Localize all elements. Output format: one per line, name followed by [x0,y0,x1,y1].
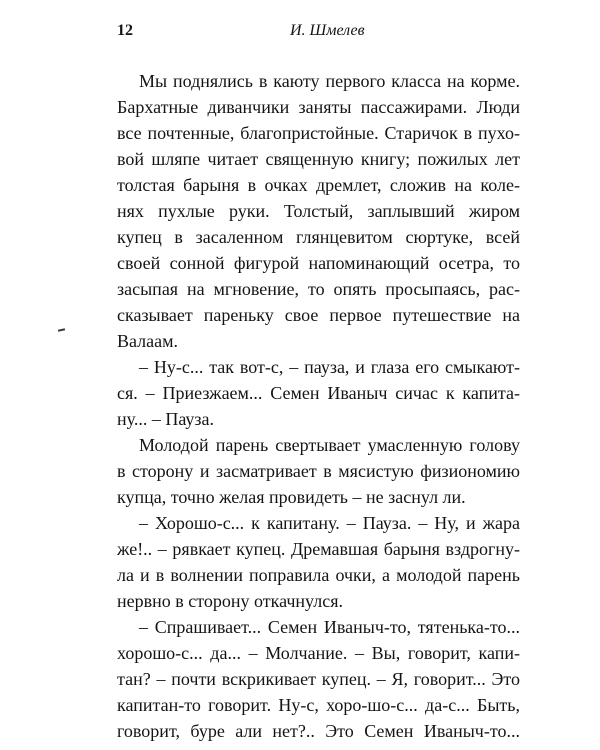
text-line: – Хорошо-с... к капитану. – Пауза. – Ну, и жара [139,513,520,533]
text-line: Молодой парень свертывает умасленную голову [139,435,520,455]
text-line: – Спрашивает... Семен Иваныч-то, тятенька-то... [139,617,520,637]
paragraph [117,68,520,354]
text-line: сказывает пареньку свое первое путешествие на [117,305,520,325]
paragraph [117,510,520,614]
text-line: хорошо-с... да... – Молчание. – Вы, говорит, капи- [117,643,520,663]
text-line: купец в засаленном глянцевитом сюртуке, всей [117,227,520,247]
text-line: своей сонной фигурой напоминающий осетра, то [117,253,520,273]
page-number: 12 [117,22,133,39]
margin-mark [58,328,65,331]
text-line: засыпая на мгновение, то опять просыпаясь, рас- [117,279,520,299]
text-line: – Ну-с... так вот-с, – пауза, и глаза его смыкают- [139,357,520,377]
text-line: Валаам. [117,331,179,351]
text-line: толстая барыня в очках дремлет, сложив на коле- [117,175,520,195]
text-line: в сторону и засматривает в мясистую физиономию [117,461,520,481]
text-line: нях пухлые руки. Толстый, заплывший жиром [117,201,520,221]
text-line: вой шляпе читает священную книгу; пожилых лет [117,149,520,169]
paragraph [117,354,520,432]
text-line: все почтенные, благопристойные. Старичок в пухо- [117,123,520,143]
running-header: И. Шмелев [290,22,365,39]
text-line: говорит, буре али нет?.. Это Семен Иваныч-то... [117,721,520,741]
paragraph [117,614,520,744]
text-line: Бархатные диванчики заняты пассажирами. Люди [117,97,520,117]
text-line: ла и в волнении поправила очки, а молодой парень [117,565,520,585]
text-line: капитан-то говорит. Ну-с, хоро-шо-с... да-с... Быть, [117,695,520,715]
text-line: ся. – Приезжаем... Семен Иваныч сичас к капита- [117,383,520,403]
body-text [117,68,520,744]
text-line: ну... – Пауза. [117,409,215,429]
text-line: нервно в сторону откачнулся. [117,591,344,611]
text-line: тан? – почти вскрикивает купец. – Я, говорит... Это [117,669,520,689]
text-line: же!.. – рявкает купец. Дремавшая барыня вздрогну- [117,539,520,559]
paragraph [117,432,520,510]
text-line: Мы поднялись в каюту первого класса на корме. [139,71,520,91]
text-line: купца, точно желая провидеть – не заснул ли. [117,487,466,507]
